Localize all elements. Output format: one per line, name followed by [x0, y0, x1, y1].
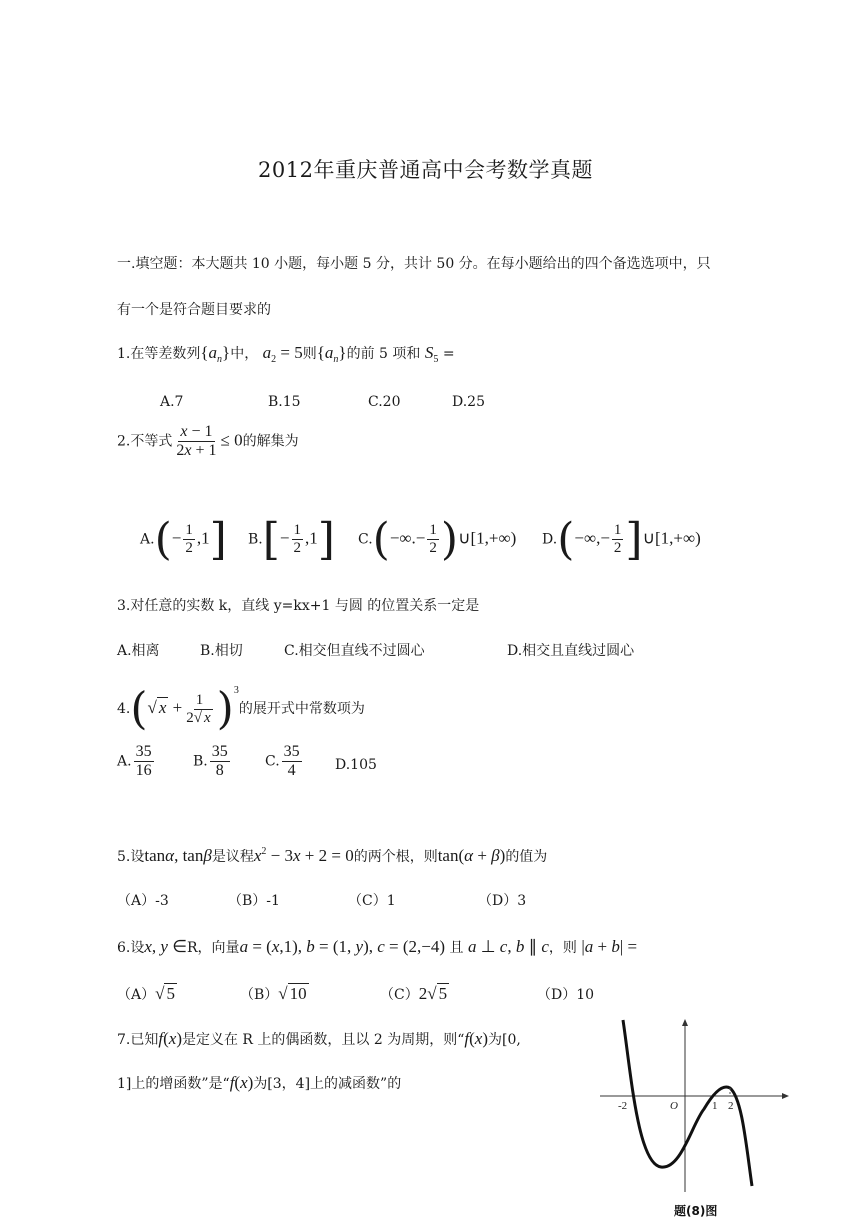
question-1-stem: 1.在等差数列$\{a_n\}$中， $a_2 = 5$则$\{a_n\}$的前 5 项和 $S_5$ = [117, 343, 455, 365]
page-title: 2012年重庆普通高中会考数学真题 [258, 158, 593, 182]
question-2-option-b: B.[− $\frac{1}{2}$ ,1] [248, 514, 335, 565]
question-2-option-a: A.(− $\frac{1}{2}$ ,1] [140, 514, 227, 565]
question-1-option-a: A.7 [160, 394, 184, 410]
question-1-option-c: C.20 [368, 394, 401, 410]
question-5-option-b: （B）-1 [228, 893, 280, 909]
question-6-option-a: （A）√ 5 [117, 984, 175, 1003]
question-6-stem: 6.设x, y ∈R，向量a = (x,1), b = (1, y), c = (2,−4) 且 a ⊥ c, b ∥ c，则 |a + b| = [117, 937, 638, 956]
question-3-option-d: D.相交且直线过圆心 [507, 643, 635, 659]
label-origin: O [670, 1100, 678, 1112]
graph-caption: 题(8)图 [674, 1204, 718, 1218]
question-3-option-c: C.相交但直线不过圆心 [284, 643, 425, 659]
question-5-option-d: （D）3 [478, 893, 527, 909]
question-4-option-b: B. $\frac{35}{8}$ [193, 743, 228, 779]
question-2-option-d: D.(−∞,− $\frac{1}{2}$ ]∪[1,+∞) [542, 514, 701, 565]
label-two: 2 [728, 1100, 734, 1112]
question-5-option-c: （C）1 [348, 893, 396, 909]
label-neg2: -2 [618, 1100, 628, 1112]
section-heading-line1: 一.填空题：本大题共 10 小题，每小题 5 分，共计 50 分。在每小题给出的四个备选选项中，只 [117, 256, 711, 272]
y-axis-arrow [682, 1019, 688, 1026]
x-axis-arrow [782, 1093, 789, 1099]
question-1-option-b: B.15 [268, 394, 301, 410]
question-5-option-a: （A）-3 [117, 893, 169, 909]
question-7-line1: 7.已知f(x)是定义在 R 上的偶函数，且以 2 为周期，则“f(x)为[0, [117, 1029, 521, 1048]
question-2-option-c: C.(−∞.− $\frac{1}{2}$ )∪[1,+∞) [358, 514, 517, 565]
question-4-stem: 4.(√ x + $\frac{1}{2√ x}$ )$^3$的展开式中常数项为 [117, 683, 365, 735]
question-7-line2: 1]上的增函数”是“f(x)为[3，4]上的减函数”的 [117, 1073, 402, 1092]
function-graph-figure [596, 1014, 792, 1218]
question-6-option-d: （D）10 [537, 987, 595, 1003]
question-6-option-b: （B）√ 10 [240, 984, 307, 1003]
question-5-stem: 5.设tanα, tanβ是议程$x^2 - 3x + 2 = 0$的两个根，则tan(α + β)的值为 [117, 846, 548, 865]
question-2-stem: 2.不等式 $\frac{x - 1}{2x + 1}$ ≤ 0的解集为 [117, 423, 299, 459]
question-3-stem: 3.对任意的实数 k，直线 y=kx+1 与圆 的位置关系一定是 [117, 598, 480, 614]
label-one: 1 [712, 1100, 718, 1112]
question-6-option-c: （C）2√ 5 [380, 984, 448, 1003]
question-4-option-d: D.105 [335, 757, 377, 773]
section-heading-line2: 有一个是符合题目要求的 [117, 302, 271, 318]
question-3-option-a: A.相离 [117, 643, 160, 659]
question-3-option-b: B.相切 [200, 643, 243, 659]
question-4-option-c: C. $\frac{35}{4}$ [265, 743, 300, 779]
question-1-option-d: D.25 [452, 394, 485, 410]
question-4-option-a: A. $\frac{35}{16}$ [117, 743, 152, 779]
